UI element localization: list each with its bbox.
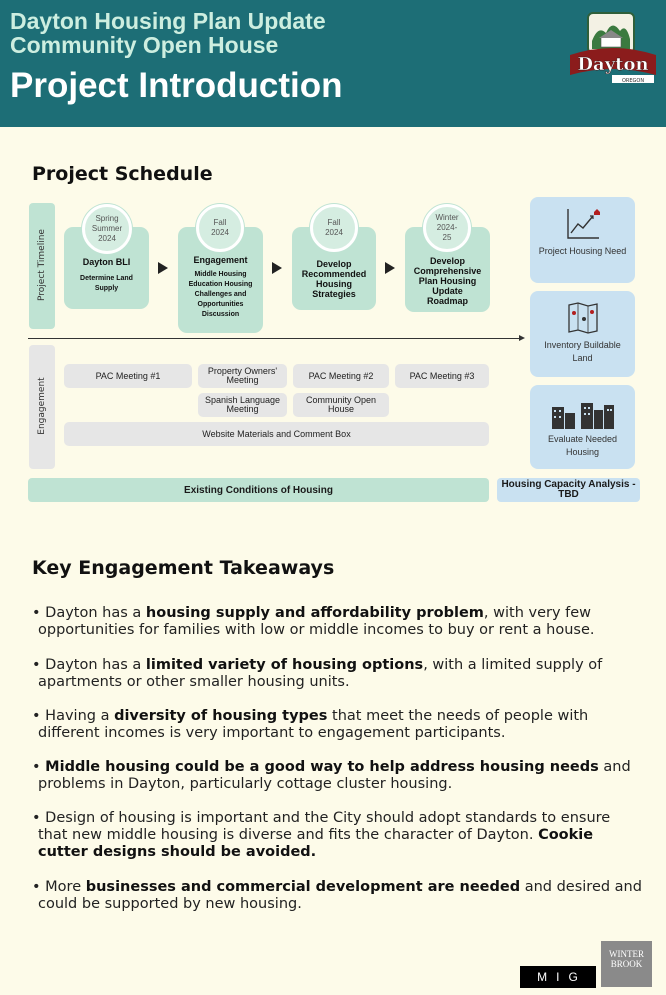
arrow-right-icon — [272, 262, 282, 274]
capacity-box-2 — [530, 291, 635, 377]
pac-meeting-2: PAC Meeting #2 — [293, 364, 389, 388]
capacity-box-3 — [530, 385, 635, 469]
pac-meeting-1: PAC Meeting #1 — [64, 364, 192, 388]
stage-sub-1: Determine Land Supply — [80, 275, 133, 292]
existing-conditions-bar: Existing Conditions of Housing — [28, 478, 489, 502]
capacity-label-2: Inventory Buildable Land — [544, 340, 621, 363]
stage-season-1: Spring Summer 2024 — [82, 204, 132, 254]
capacity-box-1 — [530, 197, 635, 283]
pac-meeting-3: PAC Meeting #3 — [395, 364, 489, 388]
winterbrook-logo: WINTER BROOK — [601, 941, 652, 987]
spanish-language-meeting: Spanish Language Meeting — [198, 393, 287, 417]
takeaway-item-1: • Dayton has a housing supply and affordability problem, with very few opportunities for families with low or middle incomes to buy or rent a house. — [32, 605, 595, 638]
page-title: Project Introduction — [10, 66, 343, 105]
header-line-2: Community Open House — [10, 32, 279, 58]
housing-capacity-bar: Housing Capacity Analysis - TBD — [497, 478, 640, 502]
chart-house-icon — [565, 207, 601, 241]
takeaway-item-3: • Having a diversity of housing types that meet the needs of people with different incomes is very important to engagement participants. — [32, 708, 589, 741]
schedule-title: Project Schedule — [32, 163, 213, 185]
mig-logo: MIG — [520, 966, 596, 988]
svg-text:Dayton: Dayton — [577, 54, 649, 75]
property-owners-meeting: Property Owners' Meeting — [198, 364, 287, 388]
website-materials: Website Materials and Comment Box — [64, 422, 489, 446]
stage-season-2: Fall 2024 — [196, 204, 244, 252]
capacity-label-1: Project Housing Need — [538, 246, 627, 256]
stage-name-1: Dayton BLI — [82, 257, 131, 267]
buildings-icon — [551, 401, 615, 429]
timeline-divider — [28, 338, 521, 339]
stage-season-3: Fall 2024 — [310, 204, 358, 252]
arrow-right-icon — [385, 262, 395, 274]
stage-sub-2: Middle Housing Education Housing Challenges and Opportunities Discussion — [188, 271, 253, 318]
arrow-right-icon — [158, 262, 168, 274]
community-open-house: Community Open House — [293, 393, 389, 417]
divider-arrowhead-icon — [519, 335, 525, 341]
takeaways-title: Key Engagement Takeaways — [32, 557, 335, 579]
capacity-label-3: Evaluate Needed Housing — [547, 434, 618, 457]
header-line-1: Dayton Housing Plan Update — [10, 8, 326, 34]
stage-name-2: Engagement — [193, 255, 248, 265]
takeaway-item-5: • Design of housing is important and the City should adopt standards to ensure that new middle housing is diverse and fits the character of Dayton. Cookie cutter designs should be avoided. — [32, 810, 611, 860]
stage-name-4: Develop Comprehensive Plan Housing Update Roadmap — [413, 256, 482, 306]
engagement-label: Engagement — [37, 377, 47, 435]
timeline-label: Project Timeline — [37, 229, 47, 301]
svg-text:OREGON: OREGON — [621, 78, 645, 84]
map-icon — [565, 301, 601, 335]
stage-name-3: Develop Recommended Housing Strategies — [301, 259, 367, 299]
takeaway-item-4: • Middle housing could be a good way to help address housing needs and problems in Dayton, particularly cottage cluster housing. — [32, 759, 631, 792]
page-header — [0, 0, 666, 127]
takeaway-item-6: • More businesses and commercial development are needed and desired and could be supported by new housing. — [32, 879, 642, 912]
dayton-logo — [568, 11, 658, 85]
stage-season-4: Winter 2024-25 — [423, 204, 471, 252]
takeaway-item-2: • Dayton has a limited variety of housing options, with a limited supply of apartments or other smaller housing units. — [32, 657, 603, 690]
